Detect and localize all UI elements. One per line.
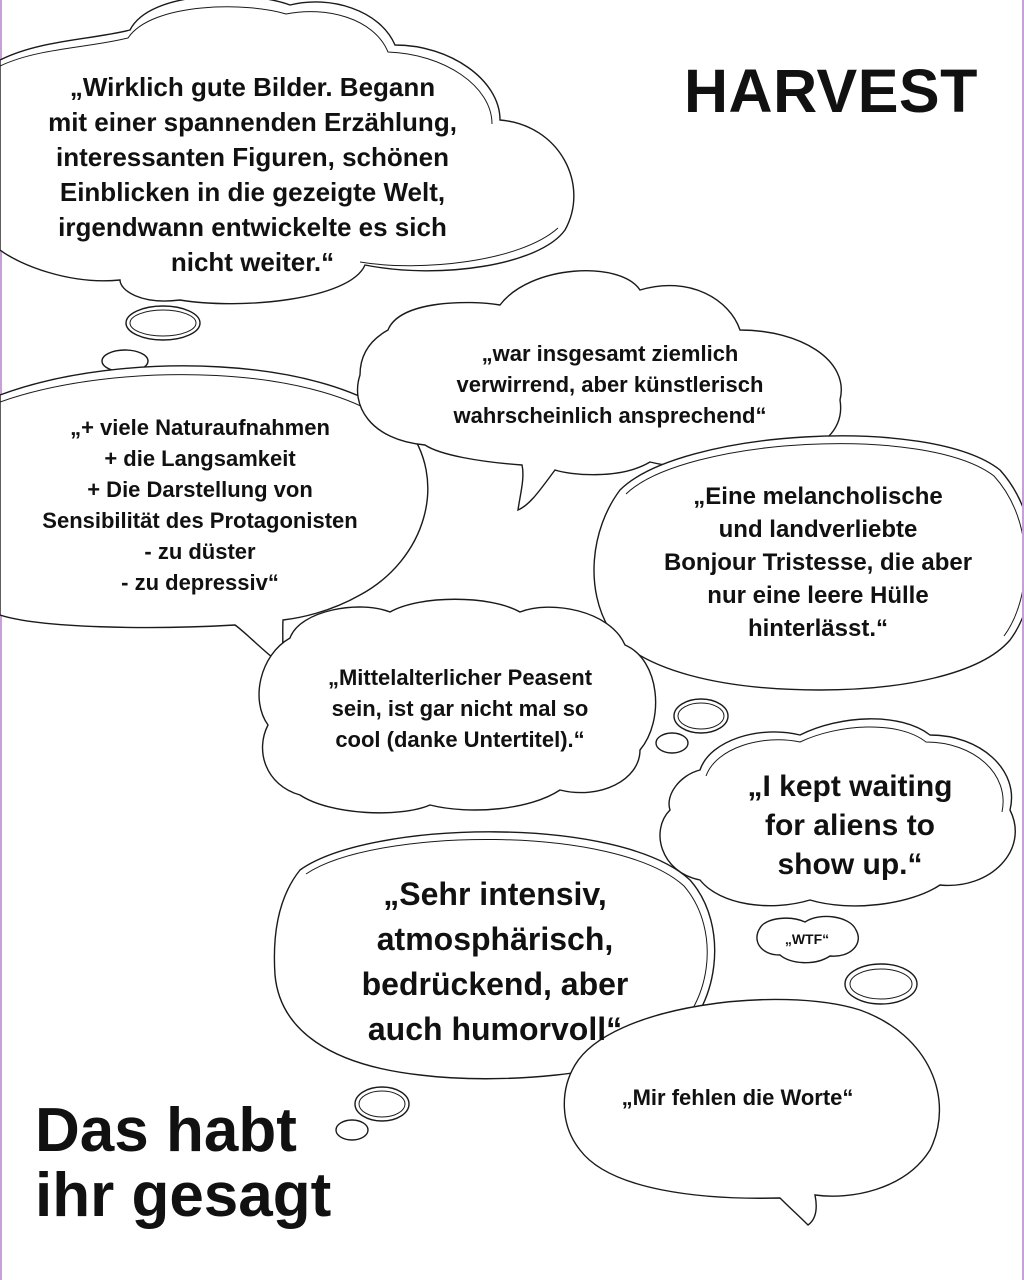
quote-text: „Eine melancholische und landverliebte Bonjour Tristesse, die aber nur eine leere Hülle hinterlässt.“ — [663, 483, 973, 642]
poster-title: HARVEST — [684, 57, 978, 125]
quote-text: „WTF“ — [784, 931, 830, 947]
quote-text: „Mittelalterlicher Peasent sein, ist gar nicht mal so cool (danke Untertitel).“ — [327, 665, 593, 752]
quote-text: „I kept waiting for aliens to show up.“ — [747, 770, 953, 881]
quote-text: „Mir fehlen die Worte“ — [621, 1085, 854, 1110]
quote-text: „Wirklich gute Bilder. Begann mit einer spannenden Erzählung, interessanten Figuren, schönen Einblicken in die gezeigte Welt, irgendwann entwickelte es sich nicht weiter.“ — [48, 72, 457, 277]
quote-text: „war insgesamt ziemlich verwirrend, aber künstlerisch wahrscheinlich ansprechend“ — [453, 341, 767, 428]
poster-subtitle: Das habt ihr gesagt — [35, 1096, 332, 1231]
quote-text: „+ viele Naturaufnahmen + die Langsamkeit + Die Darstellung von Sensibilität des Protagonisten - zu düster - zu depressiv“ — [42, 415, 358, 595]
quote-text: „Sehr intensiv, atmosphärisch, bedrückend, aber auch humorvoll“ — [361, 876, 629, 1047]
